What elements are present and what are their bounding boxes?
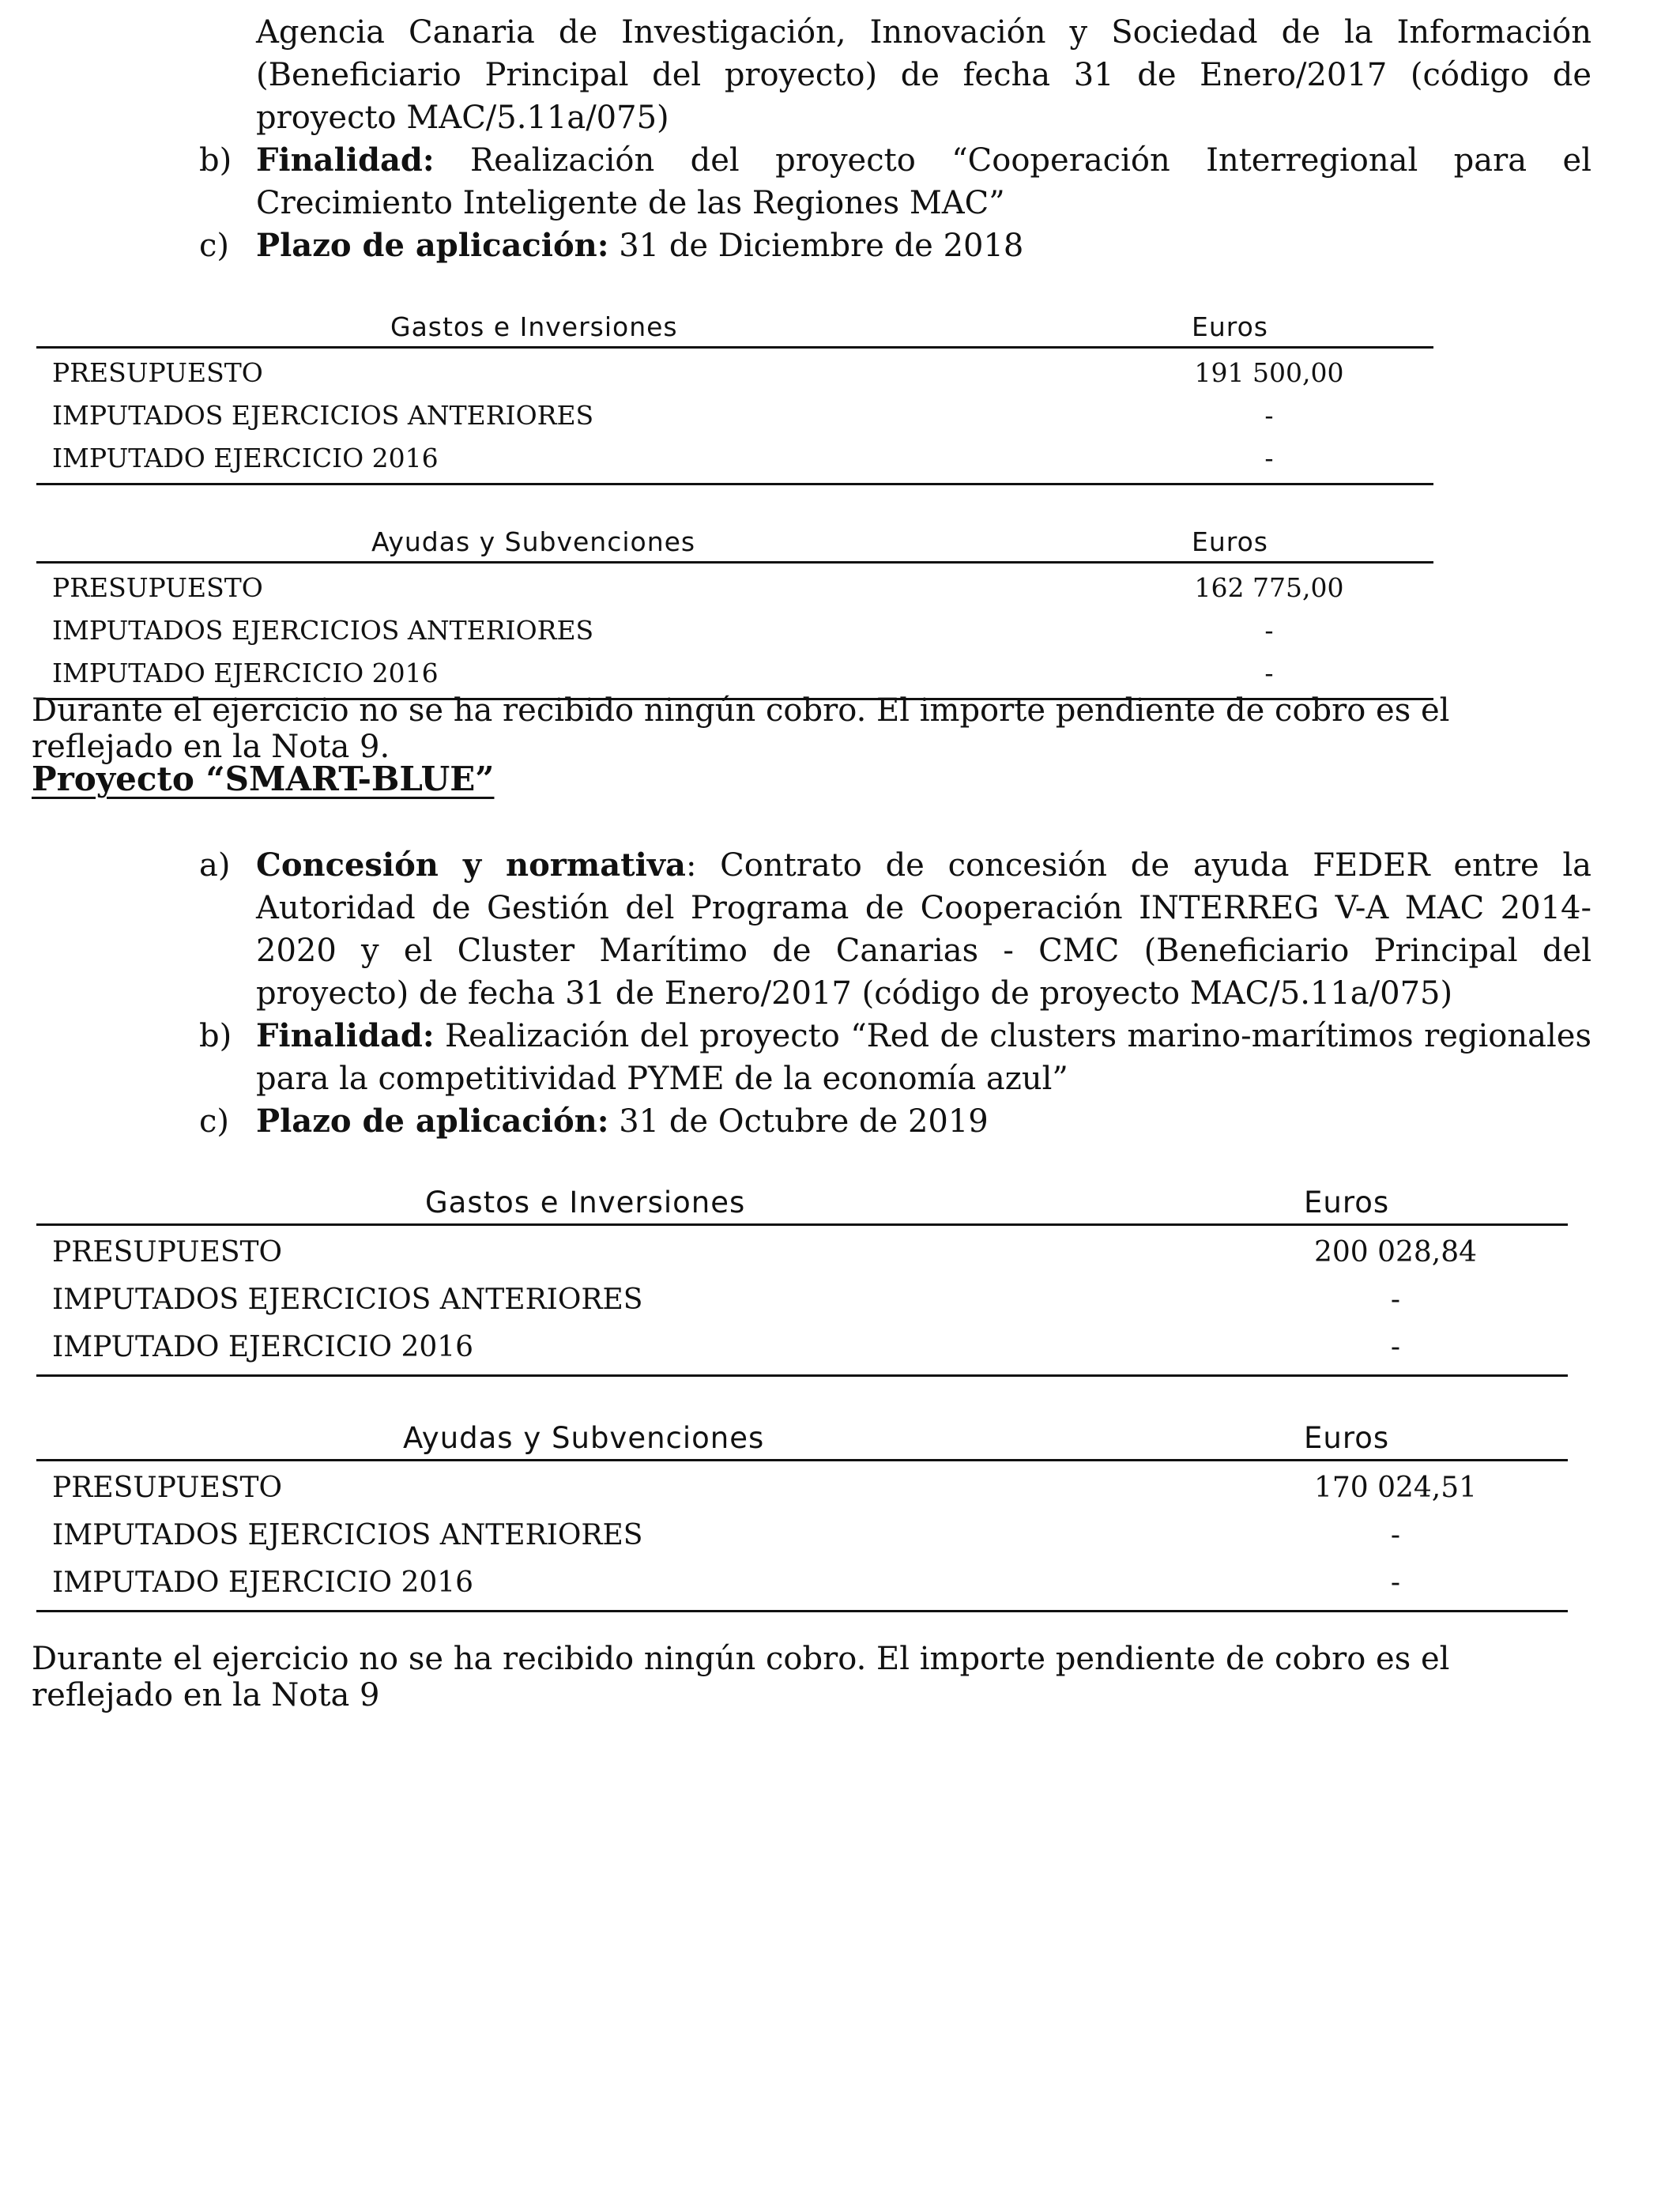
- list-letter-b: b): [199, 142, 232, 179]
- project-heading: Proyecto “SMART-BLUE”: [32, 760, 495, 798]
- table-header-concept: Gastos e Inversiones: [425, 1186, 746, 1220]
- list-item-concesion: [256, 844, 1591, 1015]
- row-label: IMPUTADO EJERCICIO 2016: [52, 658, 439, 688]
- table-header-euros: Euros: [1192, 311, 1268, 342]
- table-header-euros: Euros: [1304, 1421, 1390, 1455]
- table-row: [36, 1465, 1568, 1512]
- row-value: -: [1390, 1519, 1401, 1551]
- row-value: 162 775,00: [1194, 572, 1344, 603]
- table-row: [36, 394, 1433, 437]
- table-ayudas-1: [36, 525, 1433, 700]
- row-label: IMPUTADOS EJERCICIOS ANTERIORES: [52, 1284, 643, 1316]
- finalidad-text: Realización del proyecto “Cooperación Interregional para el Crecimiento Inteligente de las Regiones MAC”: [256, 142, 1591, 221]
- table-header-concept: Ayudas y Subvenciones: [403, 1421, 765, 1455]
- table-row: [36, 1512, 1568, 1559]
- list-letter-a: a): [199, 847, 231, 884]
- row-value: -: [1390, 1566, 1401, 1599]
- row-label: IMPUTADO EJERCICIO 2016: [52, 1331, 474, 1363]
- plazo-label: Plazo de aplicación:: [256, 227, 609, 264]
- table-row: [36, 1276, 1568, 1324]
- list-item-plazo: [256, 1100, 1591, 1143]
- row-label: IMPUTADO EJERCICIO 2016: [52, 1566, 474, 1599]
- continuation-paragraph: Agencia Canaria de Investigación, Innovación y Sociedad de la Información (Beneficiario Principal del proyecto) de fecha 31 de Enero/2017 (código de proyecto MAC/5.11a/075): [256, 14, 1591, 136]
- row-label: PRESUPUESTO: [52, 1236, 283, 1269]
- table-row: [36, 1324, 1568, 1371]
- finalidad-label: Finalidad:: [256, 1017, 435, 1054]
- finalidad-text: Realización del proyecto “Red de clusters marino-marítimos regionales para la competitividad PYME de la economía azul”: [256, 1018, 1591, 1097]
- row-value: 191 500,00: [1194, 357, 1344, 388]
- row-label: PRESUPUESTO: [52, 1472, 283, 1504]
- table-ayudas-2: [36, 1421, 1568, 1612]
- plazo-label: Plazo de aplicación:: [256, 1103, 609, 1140]
- table-row: [36, 567, 1433, 609]
- list-item-plazo: [256, 224, 1591, 267]
- list-item-finalidad: [256, 1015, 1591, 1100]
- row-label: IMPUTADOS EJERCICIOS ANTERIORES: [52, 615, 594, 646]
- row-value: -: [1264, 400, 1274, 431]
- row-value: -: [1264, 615, 1274, 646]
- list-letter-b: b): [199, 1018, 232, 1054]
- row-label: IMPUTADOS EJERCICIOS ANTERIORES: [52, 1519, 643, 1551]
- table-gastos-1: [36, 310, 1433, 485]
- table-row: [36, 352, 1433, 394]
- table-bottom-rule: [36, 1374, 1568, 1377]
- table-row: [36, 609, 1433, 652]
- row-value: -: [1390, 1284, 1401, 1316]
- table-row: [36, 437, 1433, 480]
- table-header-euros: Euros: [1192, 526, 1268, 557]
- list-letter-c: c): [199, 228, 230, 264]
- table-header-euros: Euros: [1304, 1186, 1390, 1220]
- list-item-finalidad: [256, 139, 1591, 224]
- plazo-text: 31 de Octubre de 2019: [608, 1103, 989, 1140]
- note-paragraph-2: Durante el ejercicio no se ha recibido ningún cobro. El importe pendiente de cobro es el reflejado en la Nota 9: [32, 1641, 1450, 1713]
- row-value: -: [1264, 443, 1274, 473]
- finalidad-label: Finalidad:: [256, 141, 435, 179]
- row-label: IMPUTADOS EJERCICIOS ANTERIORES: [52, 400, 594, 431]
- concesion-text: : Contrato de concesión de ayuda FEDER entre la Autoridad de Gestión del Programa de Cooperación INTERREG V-A MAC 2014-2020 y el Cluster Marítimo de Canarias - CMC (Beneficiario Principal del proyecto) de fecha 31 de Enero/2017 (código de proyecto MAC/5.11a/075): [256, 847, 1592, 1012]
- table-header-concept: Ayudas y Subvenciones: [371, 526, 696, 557]
- table-header-concept: Gastos e Inversiones: [390, 311, 678, 342]
- row-label: PRESUPUESTO: [52, 357, 263, 388]
- note-paragraph-1: Durante el ejercicio no se ha recibido ningún cobro. El importe pendiente de cobro es el reflejado en la Nota 9.: [32, 692, 1450, 765]
- row-value: -: [1390, 1331, 1401, 1363]
- row-value: -: [1264, 658, 1274, 688]
- row-value: 200 028,84: [1313, 1236, 1478, 1269]
- table-bottom-rule: [36, 1610, 1568, 1612]
- row-label: PRESUPUESTO: [52, 572, 263, 603]
- table-row: [36, 1229, 1568, 1276]
- row-value: 170 024,51: [1313, 1472, 1478, 1504]
- table-row: [36, 652, 1433, 695]
- table-gastos-2: [36, 1186, 1568, 1377]
- table-row: [36, 1559, 1568, 1607]
- row-label: IMPUTADO EJERCICIO 2016: [52, 443, 439, 473]
- list-letter-c: c): [199, 1103, 230, 1140]
- table-bottom-rule: [36, 483, 1433, 485]
- concesion-label: Concesión y normativa: [256, 846, 686, 884]
- plazo-text: 31 de Diciembre de 2018: [608, 228, 1024, 264]
